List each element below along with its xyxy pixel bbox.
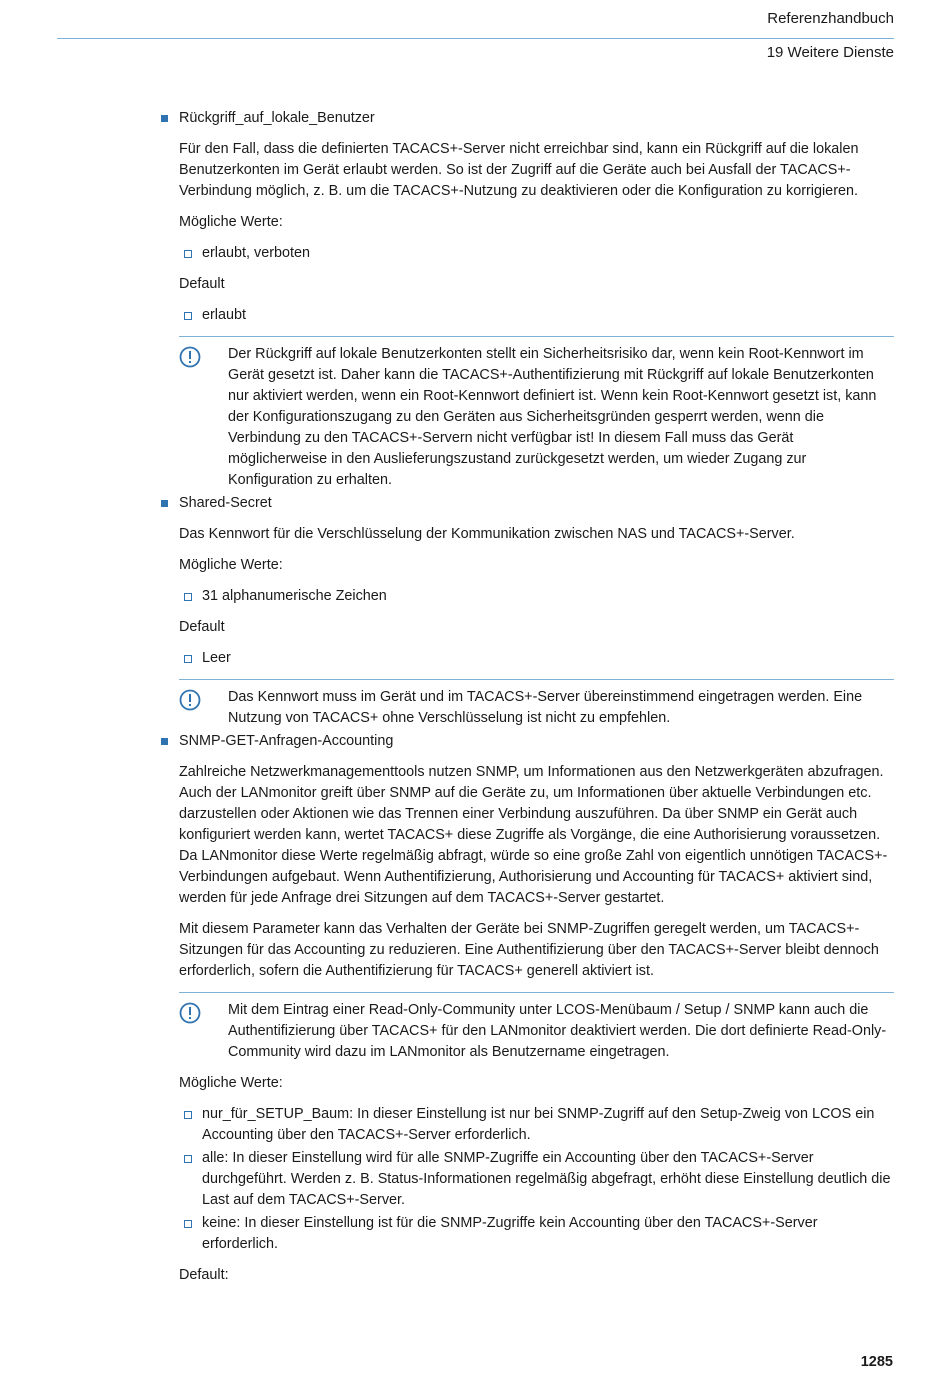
square-bullet-icon [184, 312, 192, 320]
header-title: Referenzhandbuch [767, 10, 894, 27]
note-text: Das Kennwort muss im Gerät und im TACACS+-Server übereinstimmend eingetragen werden. Eine Nutzung von TACACS+ ohne Verschlüsselung ist nicht zu empfehlen. [228, 689, 863, 726]
value-text: nur_für_SETUP_Baum: In dieser Einstellung ist nur bei SNMP-Zugriff auf den Setup-Zweig von LCOS ein Accounting über den TACACS+-Server erforderlich. [202, 1106, 875, 1143]
entry-snmp-accounting [161, 731, 894, 1286]
default-label: Default: [179, 1267, 229, 1283]
note-text: Der Rückgriff auf lokale Benutzerkonten stellt ein Sicherheitsrisiko dar, wenn kein Root-Kennwort im Gerät gesetzt ist. Daher kann die TACACS+-Authentifizierung mit Rückgriff auf lokale Benutzerkonten nur aktiviert werden, wenn ein Root-Kennwort definiert ist. Wenn kein Root-Kennwort gesetzt ist, kann der Konfigurationszugang zu den Geräten aus Sicherheitsgründen gesperrt werden, wenn die Verbindung zu den TACACS+-Servern nicht verfügbar ist! In diesem Fall muss das Gerät möglicherweise in den Auslieferungszustand zurückgesetzt werden, um wieder Zugang zur Konfiguration zu erhalten. [228, 346, 877, 488]
default-label: Default [179, 619, 225, 635]
list-item [179, 1104, 894, 1146]
default-text: erlaubt [202, 307, 247, 323]
values-list [179, 1104, 894, 1255]
value-text: alle: In dieser Einstellung wird für alle SNMP-Zugriffe ein Accounting über den TACACS+-Server durchgeführt. Werden z. B. Status-Informationen regelmäßig abgefragt, erhöht diese Einstellung deutlich die Last auf dem TACACS+-Server. [202, 1150, 891, 1208]
header-rule [57, 38, 894, 39]
entry-description: Das Kennwort für die Verschlüsselung der Kommunikation zwischen NAS und TACACS+-Server. [179, 526, 795, 542]
header-chapter: 19 Weitere Dienste [766, 44, 894, 61]
list-item [179, 305, 894, 326]
note-box [179, 992, 894, 1063]
entry-title: SNMP-GET-Anfragen-Accounting [179, 733, 394, 749]
note-box [179, 679, 894, 729]
list-item [179, 243, 894, 264]
entry-title: Rückgriff_auf_lokale_Benutzer [179, 110, 375, 126]
bullet-marker [161, 738, 168, 745]
entry-shared-secret [161, 493, 894, 729]
square-bullet-icon [184, 250, 192, 258]
info-circle-icon [179, 689, 201, 711]
main-content [161, 108, 894, 1296]
entry-rueckgriff [161, 108, 894, 491]
default-text: Leer [202, 650, 231, 666]
note-box [179, 336, 894, 491]
values-list [179, 586, 894, 607]
bullet-marker [161, 500, 168, 507]
list-item [179, 648, 894, 669]
entry-description: Zahlreiche Netzwerkmanagementtools nutzen SNMP, um Informationen aus den Netzwerkgeräten abzufragen. Auch der LANmonitor greift über SNMP auf die Geräte zu, um Informationen über aktuelle Verbindungen etc. darzustellen oder Aktionen wie das Trennen einer Verbindung auszuführen. Da über SNMP ein Gerät auch konfiguriert werden kann, wertet TACACS+ diese Zugriffe als Vorgänge, die eine Authorisierung voraussetzen. Da LANmonitor diese Werte regelmäßig abfragt, würde so eine große Zahl von eigentlich unnötigen TACACS+-Verbindungen aufgebaut. Wenn Authentifizierung, Authorisierung und Accounting für TACACS+ aktiviert sind, werden für jede Anfrage drei Sitzungen auf dem TACACS+-Server gestartet. [179, 764, 888, 906]
square-bullet-icon [184, 1155, 192, 1163]
square-bullet-icon [184, 593, 192, 601]
bullet-marker [161, 115, 168, 122]
default-list [179, 648, 894, 669]
default-label: Default [179, 276, 225, 292]
values-label: Mögliche Werte: [179, 1075, 283, 1091]
entry-title: Shared-Secret [179, 495, 272, 511]
value-text: 31 alphanumerische Zeichen [202, 588, 387, 604]
note-text: Mit dem Eintrag einer Read-Only-Community unter LCOS-Menübaum / Setup / SNMP kann auch die Authentifizierung über TACACS+ für den LANmonitor deaktiviert werden. Die dort definierte Read-Only-Community wird dazu im LANmonitor als Benutzername eingetragen. [228, 1002, 887, 1060]
values-list [179, 243, 894, 264]
value-text: keine: In dieser Einstellung ist für die SNMP-Zugriffe kein Accounting über den TACACS+-Server erforderlich. [202, 1215, 818, 1252]
square-bullet-icon [184, 1220, 192, 1228]
entry-description: Für den Fall, dass die definierten TACACS+-Server nicht erreichbar sind, kann ein Rückgriff auf die lokalen Benutzerkonten im Gerät erlaubt werden. So ist der Zugriff auf die Geräte auch bei Ausfall der TACACS+-Verbindung möglich, z. B. um die TACACS+-Nutzung zu deaktivieren oder die Konfiguration zu korrigieren. [179, 141, 859, 199]
square-bullet-icon [184, 655, 192, 663]
list-item [179, 586, 894, 607]
square-bullet-icon [184, 1111, 192, 1119]
list-item [179, 1148, 894, 1211]
info-circle-icon [179, 1002, 201, 1024]
values-label: Mögliche Werte: [179, 557, 283, 573]
value-text: erlaubt, verboten [202, 245, 311, 261]
info-circle-icon [179, 346, 201, 368]
page-number: 1285 [860, 1354, 893, 1370]
values-label: Mögliche Werte: [179, 214, 283, 230]
list-item [179, 1213, 894, 1255]
entry-description-2: Mit diesem Parameter kann das Verhalten der Geräte bei SNMP-Zugriffen geregelt werden, um TACACS+-Sitzungen für das Accounting zu reduzieren. Eine Authentifizierung über den TACACS+-Server bleibt dennoch erforderlich, sofern die Authentifizierung für TACACS+ generell aktiviert ist. [179, 921, 879, 979]
default-list [179, 305, 894, 326]
